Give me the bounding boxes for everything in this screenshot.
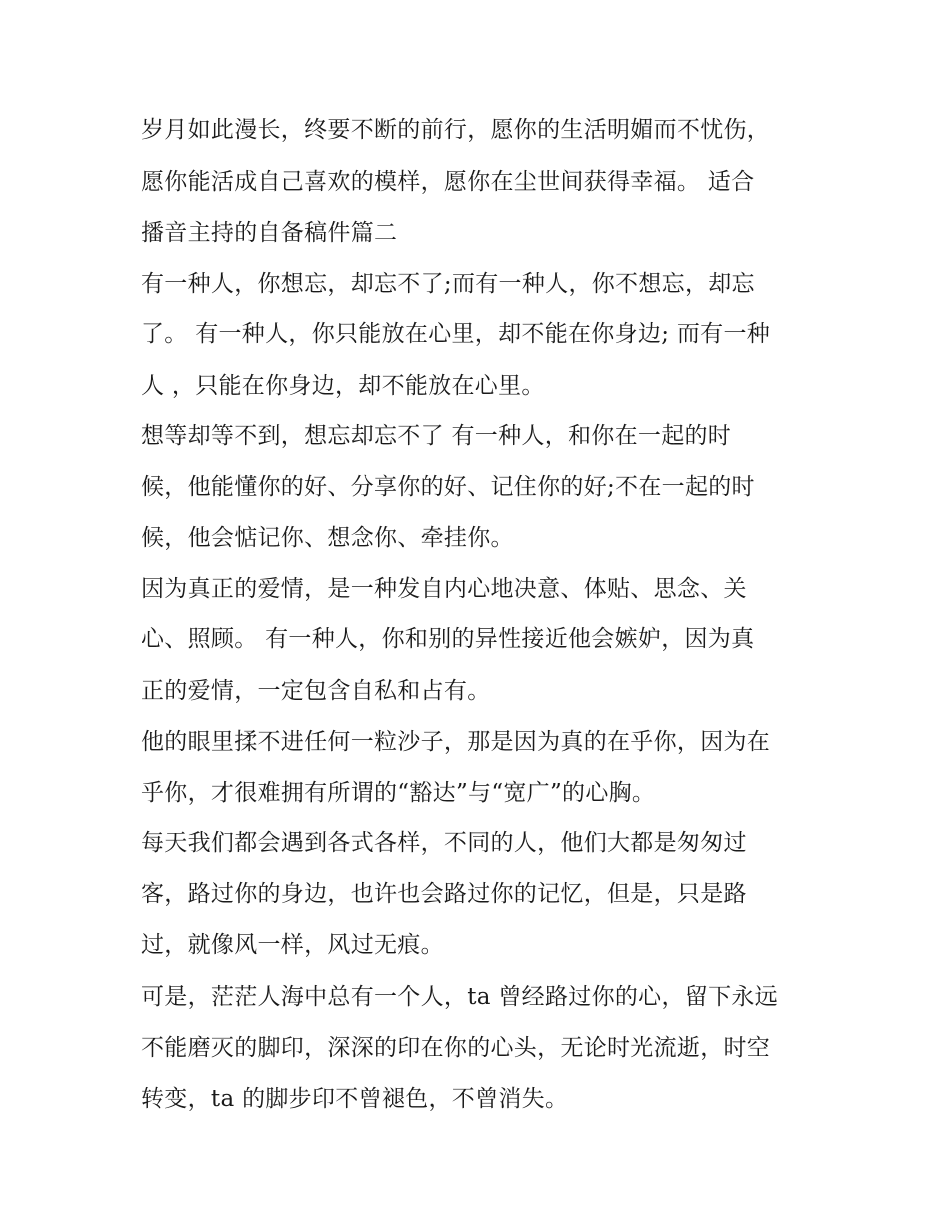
text-line: 候，他能懂你的好、分享你的好、记住你的好;不在一起的时 xyxy=(141,474,755,500)
text-line: 因为真正的爱情，是一种发自内心地决意、体贴、思念、关 xyxy=(141,576,747,602)
text-line: 心、照顾。 有一种人，你和别的异性接近他会嫉妒，因为真 xyxy=(141,626,755,652)
text-line: 人 ，只能在你身边，却不能放在心里。 xyxy=(141,373,545,399)
section-heading-line: 播音主持的自备稿件篇二 xyxy=(141,220,398,246)
text-line: 乎你，才很难拥有所谓的“豁达”与“宽广”的心胸。 xyxy=(141,780,656,806)
text-line: 愿你能活成自己喜欢的模样，愿你在尘世间获得幸福。 适合 xyxy=(141,169,755,195)
text-line: 正的爱情，一定包含自私和占有。 xyxy=(141,678,491,704)
text-line: 过，就像风一样，风过无痕。 xyxy=(141,932,444,958)
text-line: 想等却等不到，想忘却忘不了 有一种人，和你在一起的时 xyxy=(141,423,732,449)
text-line: 可是，茫茫人海中总有一个人，ta 曾经路过你的心，留下永远 xyxy=(141,984,778,1010)
text-line: 转变，ta 的脚步印不曾褪色，不曾消失。 xyxy=(141,1086,569,1112)
text-line: 有一种人，你想忘，却忘不了;而有一种人，你不想忘，却忘 xyxy=(141,271,755,297)
text-line: 客，路过你的身边，也许也会路过你的记忆，但是，只是路 xyxy=(141,881,747,907)
text-line: 不能磨灭的脚印，深深的印在你的心头，无论时光流逝，时空 xyxy=(141,1035,771,1061)
text-line: 岁月如此漫长，终要不断的前行，愿你的生活明媚而不忧伤， xyxy=(141,117,771,143)
text-line: 每天我们都会遇到各式各样，不同的人，他们大都是匆匆过 xyxy=(141,830,747,856)
text-line: 候，他会惦记你、想念你、牵挂你。 xyxy=(141,525,514,551)
text-line: 了。 有一种人，你只能放在心里，却不能在你身边; 而有一种 xyxy=(141,321,771,347)
text-line: 他的眼里揉不进任何一粒沙子，那是因为真的在乎你，因为在 xyxy=(141,729,771,755)
